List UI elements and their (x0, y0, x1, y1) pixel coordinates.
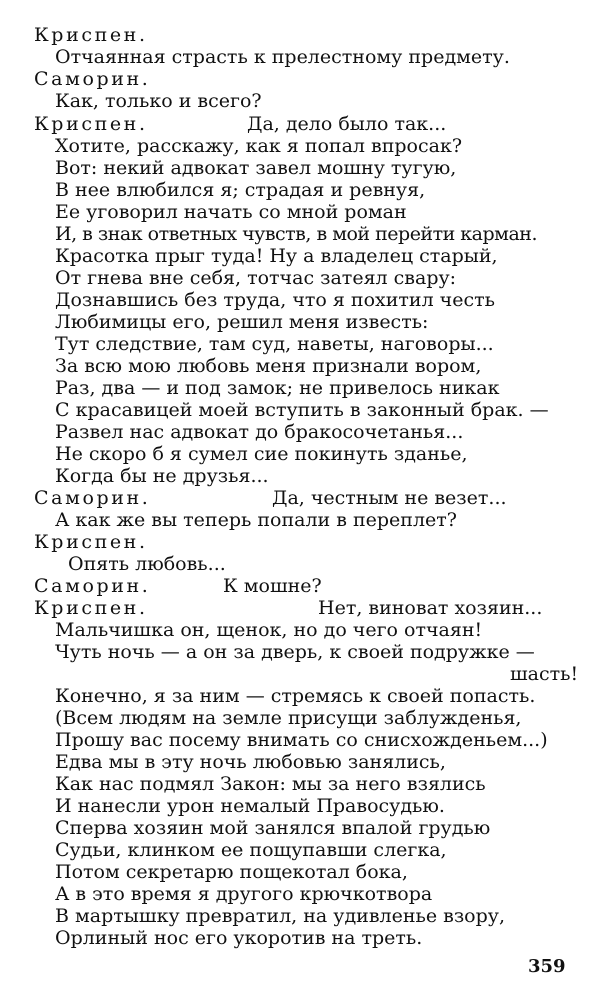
verse-line: А как же вы теперь попали в переплет? (55, 509, 457, 531)
verse-line: Едва мы в эту ночь любовью занялись, (55, 751, 446, 773)
speaker-label: Криспен. (34, 113, 148, 135)
verse-line: Дознавшись без труда, что я похитил честь (55, 289, 495, 311)
verse-line: Прошу вас посему внимать со снисхожденьем...) (55, 729, 548, 751)
verse-line: Конечно, я за ним — стремясь к своей попасть. (55, 685, 536, 707)
verse-line: шасть! (510, 663, 579, 685)
verse-line: Опять любовь... (68, 553, 226, 575)
verse-line: С красавицей моей вступить в законный брак. — (55, 399, 549, 421)
verse-line: От гнева вне себя, тотчас затеял свару: (55, 267, 457, 289)
speaker-label: Саморин. (34, 68, 151, 90)
verse-line: Как нас подмял Закон: мы за него взялись (55, 773, 486, 795)
verse-line: (Всем людям на земле присущи заблужденья, (55, 707, 522, 729)
verse-line: И, в знак ответных чувств, в мой перейти карман. (55, 223, 537, 245)
verse-line: Тут следствие, там суд, наветы, наговоры... (55, 333, 494, 355)
verse-line: Судьи, клинком ее пощупавши слегка, (55, 839, 447, 861)
verse-line: Да, дело было так... (247, 113, 447, 135)
verse-line: Хотите, расскажу, как я попал впросак? (55, 135, 463, 157)
verse-line: Вот: некий адвокат завел мошну тугую, (55, 157, 457, 179)
speaker-label: Криспен. (34, 597, 148, 619)
speaker-label: Криспен. (34, 24, 148, 46)
speaker-label: Криспен. (34, 531, 148, 553)
verse-line: Ее уговорил начать со мной роман (55, 201, 407, 223)
verse-line: Не скоро б я сумел сие покинуть зданье, (55, 443, 468, 465)
verse-line: Потом секретарю пощекотал бока, (55, 861, 408, 883)
verse-line: Нет, виноват хозяин... (318, 597, 543, 619)
verse-line: В нее влюбился я; страдая и ревнуя, (55, 179, 426, 201)
verse-line: Сперва хозяин мой занялся впалой грудью (55, 817, 491, 839)
speaker-label: Саморин. (34, 575, 151, 597)
verse-line: За всю мою любовь меня признали вором, (55, 355, 482, 377)
verse-line: Чуть ночь — а он за дверь, к своей подружке — (55, 641, 535, 663)
verse-line: Отчаянная страсть к прелестному предмету. (55, 46, 510, 68)
speaker-label: Саморин. (34, 487, 151, 509)
verse-line: Раз, два — и под замок; не привелось никак (55, 377, 500, 399)
verse-line: А в это время я другого крючкотвора (55, 883, 433, 905)
verse-line: Любимицы его, решил меня известь: (55, 311, 429, 333)
verse-line: Когда бы не друзья... (55, 465, 269, 487)
verse-line: И нанесли урон немалый Правосудью. (55, 795, 445, 817)
verse-line: Развел нас адвокат до бракосочетанья... (55, 421, 464, 443)
verse-line: Да, честным не везет... (272, 487, 507, 509)
verse-line: Как, только и всего? (55, 90, 262, 112)
verse-line: Орлиный нос его укоротив на треть. (55, 927, 423, 949)
verse-line: К мошне? (223, 575, 322, 597)
verse-line: Мальчишка он, щенок, но до чего отчаян! (55, 619, 483, 641)
page-number: 359 (528, 956, 566, 977)
verse-line: В мартышку превратил, на удивленье взору, (55, 905, 505, 927)
verse-line: Красотка прыг туда! Ну а владелец старый, (55, 245, 498, 267)
